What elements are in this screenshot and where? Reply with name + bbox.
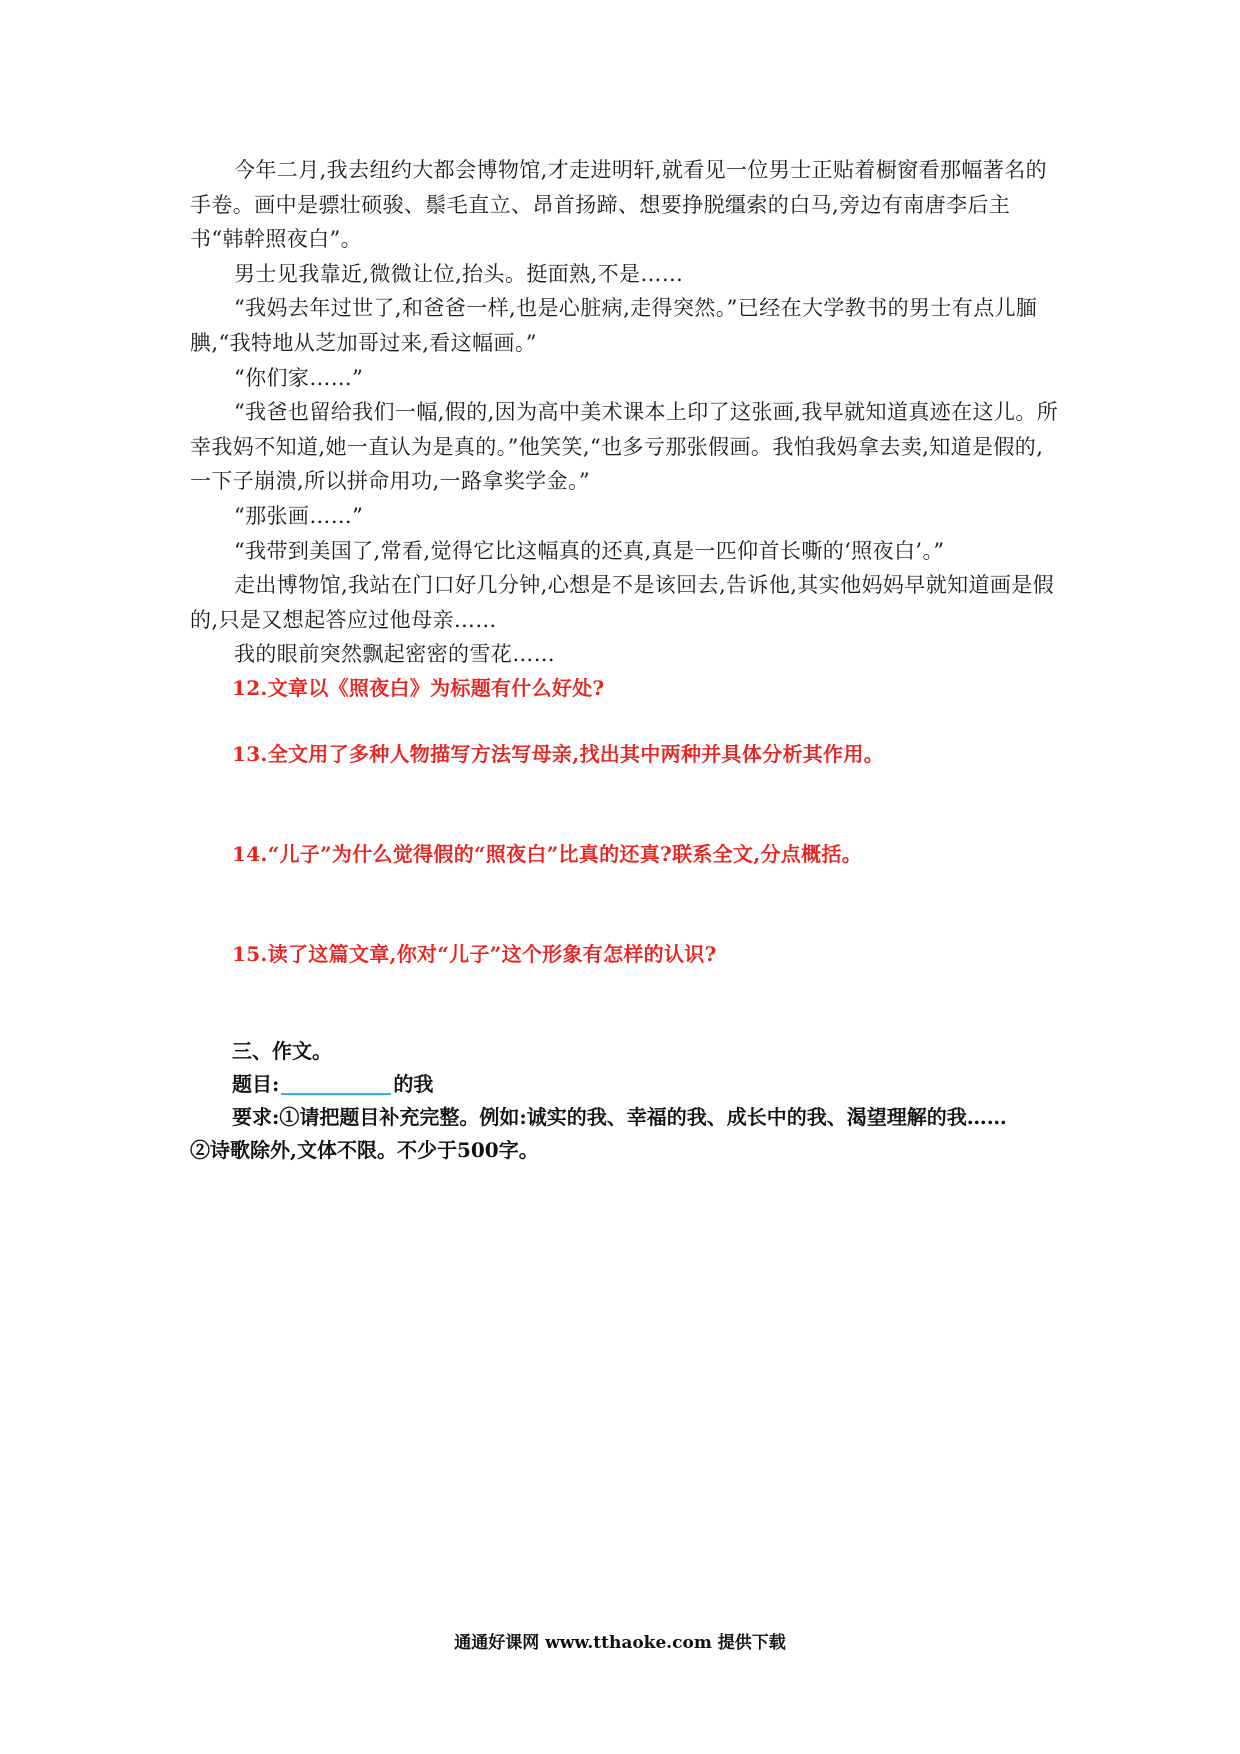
essay-requirement-2: ②诗歌除外,文体不限。不少于500字。 bbox=[190, 1138, 539, 1162]
essay-title-line bbox=[190, 1068, 1070, 1101]
essay-requirement-1: 要求:①请把题目补充完整。例如:诚实的我、幸福的我、成长中的我、渴望理解的我…… bbox=[232, 1105, 1007, 1129]
essay-title-blank[interactable] bbox=[281, 1073, 391, 1095]
question-15: 15.读了这篇文章,你对“儿子”这个形象有怎样的认识? bbox=[232, 942, 717, 966]
footer-source: 通通好课网 www.tthaoke.com 提供下载 bbox=[454, 1633, 786, 1653]
passage-paragraph: “那张画……” bbox=[234, 503, 364, 528]
passage-paragraph: “我妈去年过世了,和爸爸一样,也是心脏病,走得突然。”已经在大学教书的男士有点儿腼腆,“我特地从芝加哥过来,看这幅画。” bbox=[190, 296, 1038, 355]
essay-heading: 三、作文。 bbox=[232, 1039, 332, 1063]
passage-paragraph: 男士见我靠近,微微让位,抬头。挺面熟,不是…… bbox=[234, 261, 684, 286]
question-13: 13.全文用了多种人物描写方法写母亲,找出其中两种并具体分析其作用。 bbox=[232, 742, 884, 766]
essay-section bbox=[190, 1035, 1070, 1167]
reading-passage bbox=[190, 153, 1060, 672]
passage-paragraph: “我爸也留给我们一幅,假的,因为高中美术课本上印了这张画,我早就知道真迹在这儿。所幸我妈不知道,她一直认为是真的。”他笑笑,“也多亏那张假画。我怕我妈拿去卖,知道是假的,一下子崩溃,所以拼命用功,一路拿奖学金。” bbox=[190, 400, 1059, 494]
passage-paragraph: “你们家……” bbox=[234, 365, 364, 390]
passage-paragraph: 我的眼前突然飘起密密的雪花…… bbox=[234, 642, 555, 667]
question-14: 14.“儿子”为什么觉得假的“照夜白”比真的还真?联系全文,分点概括。 bbox=[232, 842, 862, 866]
essay-title-prefix: 题目: bbox=[232, 1072, 280, 1096]
passage-paragraph: “我带到美国了,常看,觉得它比这幅真的还真,真是一匹仰首长嘶的‘照夜白’。” bbox=[234, 538, 945, 563]
essay-title-suffix: 的我 bbox=[393, 1072, 434, 1096]
passage-paragraph: 今年二月,我去纽约大都会博物馆,才走进明轩,就看见一位男士正贴着橱窗看那幅著名的手卷。画中是骠壮硕骏、鬃毛直立、昂首扬蹄、想要挣脱缰索的白马,旁边有南唐李后主书“韩幹照夜白”。 bbox=[190, 158, 1048, 252]
passage-paragraph: 走出博物馆,我站在门口好几分钟,心想是不是该回去,告诉他,其实他妈妈早就知道画是假的,只是又想起答应过他母亲…… bbox=[190, 573, 1055, 632]
question-12: 12.文章以《照夜白》为标题有什么好处? bbox=[232, 676, 605, 700]
